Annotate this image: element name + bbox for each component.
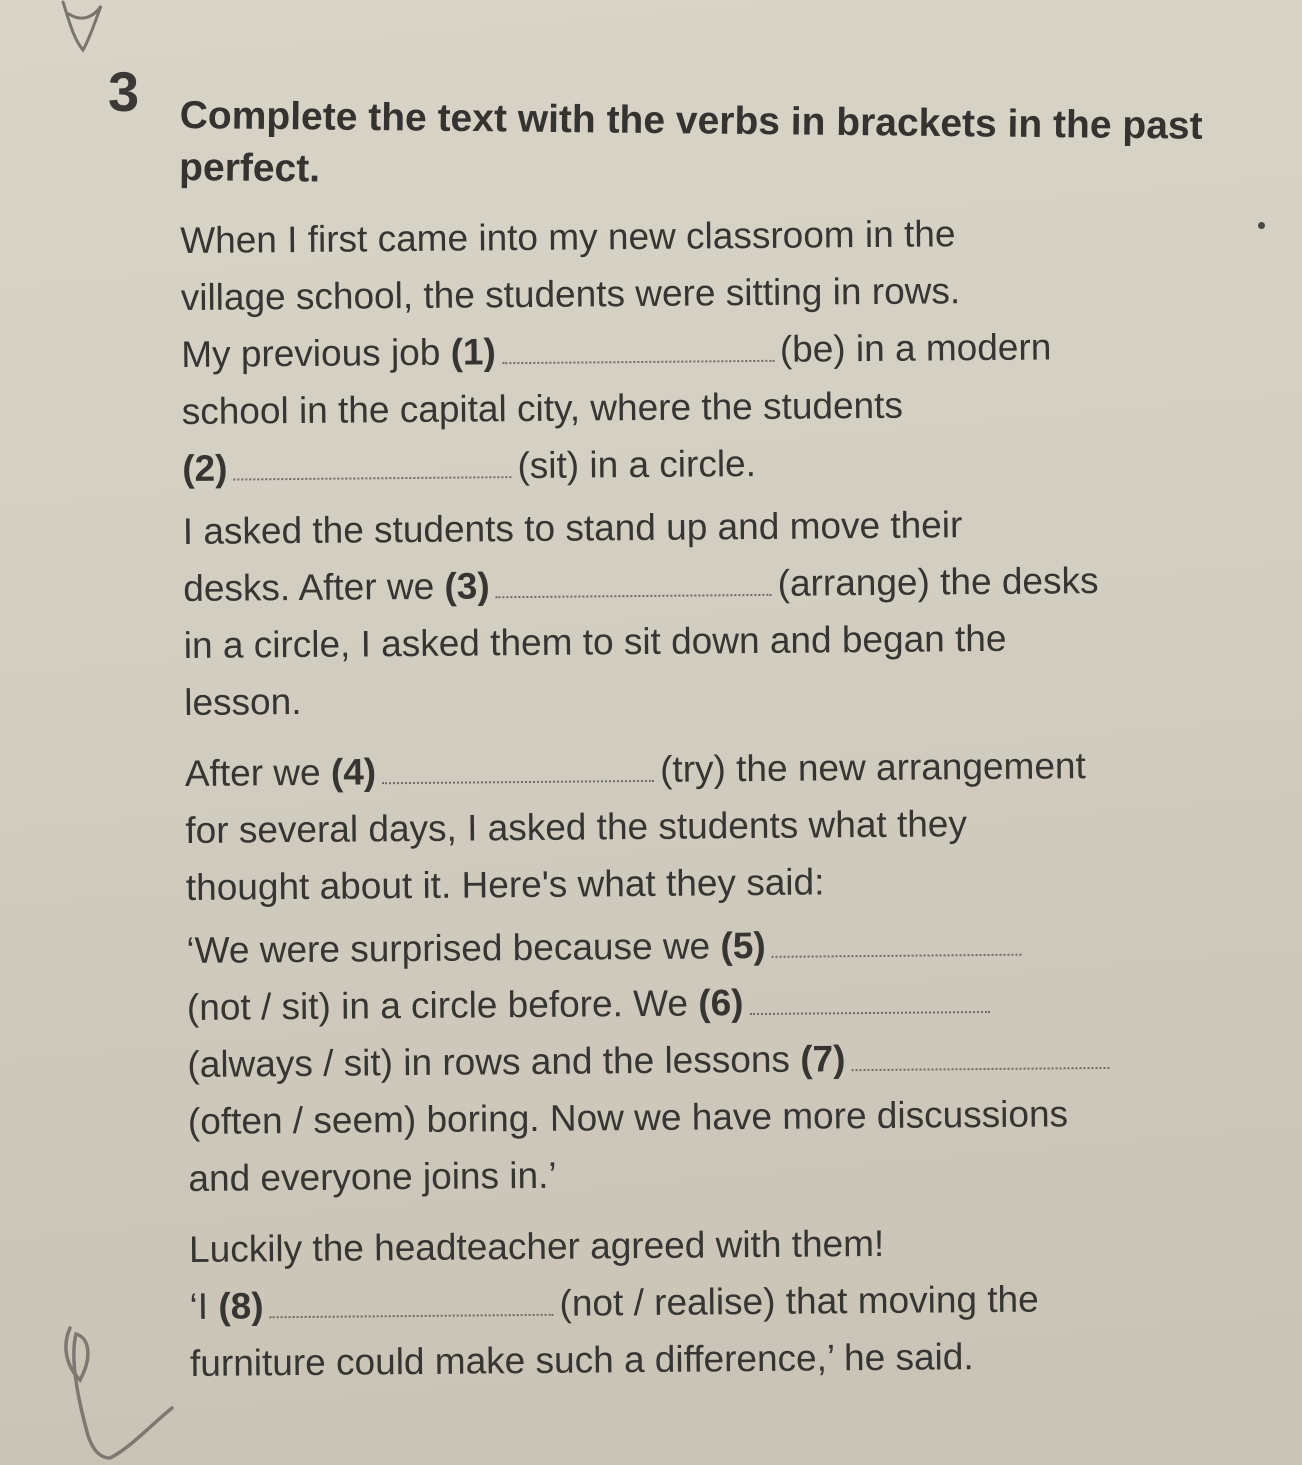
- text-line: I asked the students to stand up and move their: [182, 504, 963, 552]
- text-line: in a circle, I asked them to sit down and began the: [183, 617, 1007, 666]
- text-line: When I first came into my new classroom in the: [180, 213, 956, 261]
- text-line: [189, 1268, 1279, 1335]
- text-segment: (not / sit) in a circle before. We: [186, 982, 699, 1028]
- text-line: [187, 969, 1277, 1036]
- text-line: and everyone joins in.’: [188, 1154, 557, 1199]
- text-segment: desks. After we: [183, 565, 445, 609]
- text-segment: ‘I: [189, 1285, 219, 1327]
- gap-number-2: (2): [182, 447, 228, 489]
- gap-number-6: (6): [698, 982, 744, 1024]
- answer-blank-4[interactable]: [382, 754, 654, 784]
- answer-blank-5[interactable]: [772, 928, 1022, 958]
- exercise-instruction: Complete the text with the verbs in brackets in the past perfect.: [178, 93, 1203, 191]
- gap-number-8: (8): [218, 1285, 264, 1327]
- text-line: lesson.: [184, 680, 302, 723]
- paragraph-3: [185, 735, 1276, 916]
- text-line: furniture could make such a difference,’ he said.: [189, 1336, 974, 1384]
- text-segment: (not / realise) that moving the: [559, 1278, 1039, 1324]
- text-segment: (arrange) the desks: [777, 559, 1099, 604]
- gap-number-7: (7): [800, 1038, 846, 1080]
- pen-mark-icon: [40, 1318, 180, 1465]
- gap-number-3: (3): [444, 565, 490, 607]
- text-line: thought about it. Here's what they said:: [185, 861, 825, 908]
- answer-blank-6[interactable]: [749, 985, 989, 1015]
- answer-blank-2[interactable]: [233, 450, 511, 480]
- text-segment: My previous job: [181, 331, 451, 375]
- paragraph-1: [180, 202, 1272, 497]
- pen-mark-icon: [55, 0, 115, 55]
- paragraph-4: [186, 912, 1278, 1207]
- text-segment: (sit) in a circle.: [517, 442, 757, 487]
- text-segment: (try) the new arrangement: [659, 745, 1086, 790]
- text-line: school in the capital city, where the students: [181, 384, 904, 432]
- text-segment: ‘We were surprised because we: [186, 925, 721, 971]
- exercise-number: 3: [108, 60, 140, 123]
- answer-blank-7[interactable]: [851, 1041, 1109, 1071]
- text-line: [185, 735, 1275, 802]
- gap-number-5: (5): [720, 924, 766, 967]
- text-line: (often / seem) boring. Now we have more discussions: [187, 1093, 1069, 1142]
- text-line: [186, 912, 1276, 979]
- answer-blank-1[interactable]: [502, 334, 774, 364]
- text-line: for several days, I asked the students what they: [185, 803, 968, 851]
- answer-blank-3[interactable]: [496, 568, 772, 598]
- gap-number-4: (4): [330, 751, 377, 793]
- paragraph-5: [189, 1211, 1280, 1392]
- text-line: [187, 1026, 1277, 1093]
- exercise-text: [180, 202, 1280, 1397]
- answer-blank-8[interactable]: [269, 1288, 553, 1318]
- text-segment: (always / sit) in rows and the lessons: [187, 1038, 801, 1085]
- text-segment: After we: [184, 751, 332, 794]
- paragraph-2: [183, 493, 1275, 731]
- text-segment: (be) in a modern: [779, 326, 1052, 370]
- text-line: Luckily the headteacher agreed with them!: [188, 1222, 885, 1270]
- text-line: [183, 550, 1273, 617]
- gap-number-1: (1): [450, 331, 497, 373]
- text-line: [181, 316, 1271, 383]
- text-line: [182, 430, 1272, 497]
- text-line: village school, the students were sitting in rows.: [180, 270, 961, 318]
